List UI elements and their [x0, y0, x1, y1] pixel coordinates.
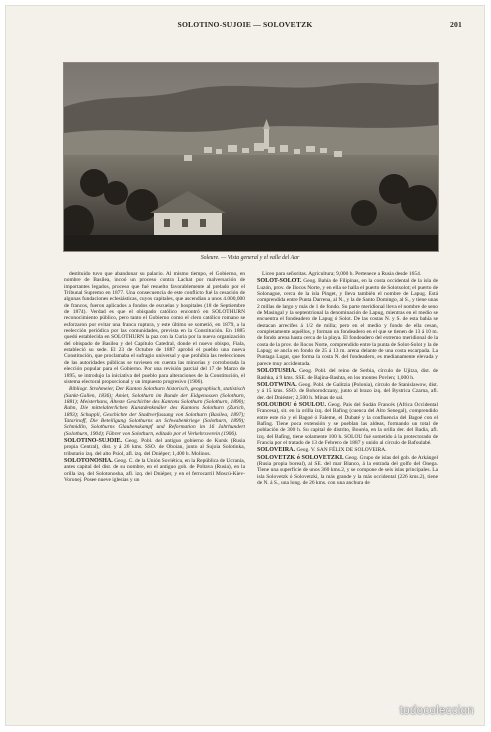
entry-text: Geog. Pobl. del reino de Serbia, círculo de Ujitza, dist. de Rashka, á 9 kms. SSE. de Bajina-Bashta, en los montes Povlen; 1,000 h. — [257, 368, 438, 381]
entry-headword: SOLOTUSHA. — [257, 368, 297, 375]
dictionary-entry — [257, 402, 438, 446]
entry-headword: SOLOT-SOLOT. — [257, 278, 302, 285]
entry-text: Geog. C. de la Unión Soviética, en la República de Ucrania, antes capital del dist. de su nombre, en el antiguo gob. de Poltava (Rusia), en la orilla izq. del Solotonosha, afl. izq. del Dniéper, y en el ferrocarril Moscú-Kiev-Voronej. Posee nueve iglesias y un — [64, 457, 245, 483]
dictionary-entry — [257, 278, 438, 367]
running-head — [6, 20, 484, 32]
entry-text: Geog. V. SAN FÉLIX DE SOLOVEIRA. — [295, 447, 387, 454]
right-column — [257, 271, 438, 689]
entry-text: Geog. País del Sudán Francés (Africa Occidental Francesa), sit. en la orilla izq. del Bafing (cuenca del Alto Senegal), comprendido entre este río y el Bagoé ó Faleme, el Dubaté y la confluencia del Bagoé con el Bafing. Tiene poca extensión y se pueblan las aldeas, formando un total de población de 300 h. Su capital de distrito, Bouréa, en la orilla der. del Badia, afl. izq. del Bafing, tiene solamente 100 h. SOLOU fué sometido á la protectorado de Francia por el tratado de 13 de Febrero de 1887 y unido al círculo de Bafoulabé. — [257, 401, 438, 446]
entry-headword: SOLOTINO-SUJOIE. — [64, 437, 123, 444]
watermark-logo-icon — [387, 705, 397, 715]
entry-headword: SOLOVEIRA. — [257, 447, 296, 454]
page-number: 201 — [450, 20, 462, 29]
entry-text: Liceo para señoritas. Agricultura; 9,000 h. Pertenece a Rusia desde 1654. — [262, 271, 422, 277]
entry-text: Geog. Bahía de Filipinas, en la costa occidental de la isla de Luzón, prov. de Ilocos Norte, y en ella se halla el puerto de Solotsolot; el puerto de Solonague, cerca de la isla Pinget, y lleva también el nombre de Lapug. Está comprendida entre Punta Darrena, al N., y la de Santo Domingo, al S., y tiene unas 2 millas de largo y más de 1 de fondo. Su parte meridional lleva el nombre de seno de Masingal y la septentrional la denominación de Lapug, mientras en el medio se encuentra el fondeadero de Lapug ó Solot. De las costas N. y S. de esta bahía se destacan arrecifes á 1/2 de milla; pero en el medio y fondo de ella cesan, completamente aquéllos, y forman un fondeadero en el que se tienen de 13 á 10 m. de fondo arena hasta cerca de la playa. El fondeadero del extremo meridional de la costa de la prov. de Ilocos Norte, comprendido entre la punta de Solot-Solot y la de Lapug; se ancla en fondo de 25 á 13 m. arena delante de una costa escarpada. La Puntaga Lugat, que forma la costa N. del fondeadero, es medianamente elevada y parece muy accidentada. — [257, 278, 438, 367]
entry-text: Bibliogr. Strohmeier, Der Kanton Solothurn historisch, geographisch, statistisch (Sankt-Gallen, 1836); Amiet, Solothurn im Bunde der Eidgenossen (Solothurn, 1881); Meisterhans, Älteste Geschichte des Kantons Solothurn (Solothurn, 1890); Rahn, Die mittelalterlichen Kunstdenkmäler des Kantons Solothurn (Zurich, 1893); Schuppli, Geschichte der Stadtverfassung von Solothurn (Basilea, 1897); Tatarinoff, Die Beteiligung Solothurns an Schwabenkriege (Solothurn, 1899); Schmidlin, Solothurns Glaubenskampf und Reformation im 16 Jahrhundert (Solothurn, 1904); Führer von Solothurn, editado por el Verkehrsverein (1906). — [64, 386, 245, 437]
entry-headword: SOLOTONOSHA. — [64, 457, 113, 464]
left-column — [64, 271, 245, 689]
landscape-photo — [63, 62, 439, 252]
entry-text: destituido tuvo que abandonar su palacio. Al mismo tiempo, el Gobierno, en nombre de Basilea, incoó un proceso contra Lachat por malversación de importantes legados, proceso que fué resuelto favorablemente al prelado por el Tribunal Supremo en 1877. Una consecuencia de este conflicto fué la cesación de algunas fundaciones eclesiásticas, cuyos capitales, que ascendían a unos 4.000,000 de francos, fueron aplicados a fondos de escuelas y hospitales (18 de Septiembre de 1874). Verdad es que el obispado católico encontró en SOLOTHURN reconocimiento público, pero tanto el Gobierno como el clero católico romano se esforzaron por evitar una franca ruptura, y este último se sometió, en 1879, a la reelección periódica por las comunidades, prevista en la Constitución. En 1885 quedó establecida en SOLOTHURN la paz con la Curia por la nueva organización del obispado de Basilea y del Capítulo Catedral, donde el nuevo obispo, Fiala, estableció su sede. El 23 de Octubre de 1887 aprobó el pueblo una nueva Constitución, que proclamaba el sufragio universal y que prohibía las reelecciones de las autoridades públicas se tuviesen en cuenta las minorías y corroborada la elección popular para el Gobierno. Por una revisión parcial del 17 de Marzo de 1895, se introdujo la iniciativa del pueblo para alteraciones de la Constitución, el sistema electoral proporcional y un impuesto progresivo (1906). — [64, 271, 245, 385]
entry-text: Geog. Pobl. de Galitzia (Polonia), círculo de Stanislawow, dist. y á 15 kms. SSO. de Bohorodczany, junto al brazo izq. del Bystrica Czarna, afl. der. del Dniéster; 2,500 h. Minas de sal. — [257, 381, 438, 401]
entry-text: Geog. Pobl. del antiguo gobierno de Kursk (Rusia propia Central), dist. y á 26 kms. SSO. de Oboian, junto al Sujoia Solotinka, tributario izq. del alto Psiol, afl. izq. del Dniéper; 1,400 h. Molinos. — [64, 437, 245, 457]
article-columns — [64, 271, 438, 689]
document-page — [6, 6, 484, 725]
dictionary-entry — [257, 382, 438, 401]
entry-headword: SOLOUBOU ó SOULOU. — [257, 401, 326, 408]
entry-text: Geog. Grupo de islas del gob. de Arkángel (Rusia propia boreal), al SE. del mar Blanco, á la entrada del golfo del Onega. Tiene una superficie de unos 360 kms.2, y se compone de seis islas principales. La isla Solovetzk ó Solovetzki, la más grande y la más occidental (226 kms.2), tiene de N. á S., una long. de 26 kms. con una anchura de — [257, 454, 438, 486]
figure-caption: Soleure. — Vista general y el valle del Aar — [200, 255, 300, 261]
page-header-title: SOLOTINO-SUJOIE — SOLOVETZK — [177, 20, 313, 29]
entry-headword: SOLOTWINA. — [257, 381, 297, 388]
dictionary-entry — [257, 455, 438, 487]
bibliography-paragraph — [64, 386, 245, 437]
body-paragraph — [257, 271, 438, 277]
dictionary-entry — [64, 458, 245, 483]
entry-headword: SOLOVETZK ó SOLOVETZKI. — [257, 454, 344, 461]
watermark-text: todocoleccion — [399, 705, 474, 717]
dictionary-entry — [257, 368, 438, 381]
body-paragraph — [64, 271, 245, 385]
dictionary-entry — [257, 447, 438, 453]
watermark — [387, 705, 474, 717]
dictionary-entry — [64, 438, 245, 457]
